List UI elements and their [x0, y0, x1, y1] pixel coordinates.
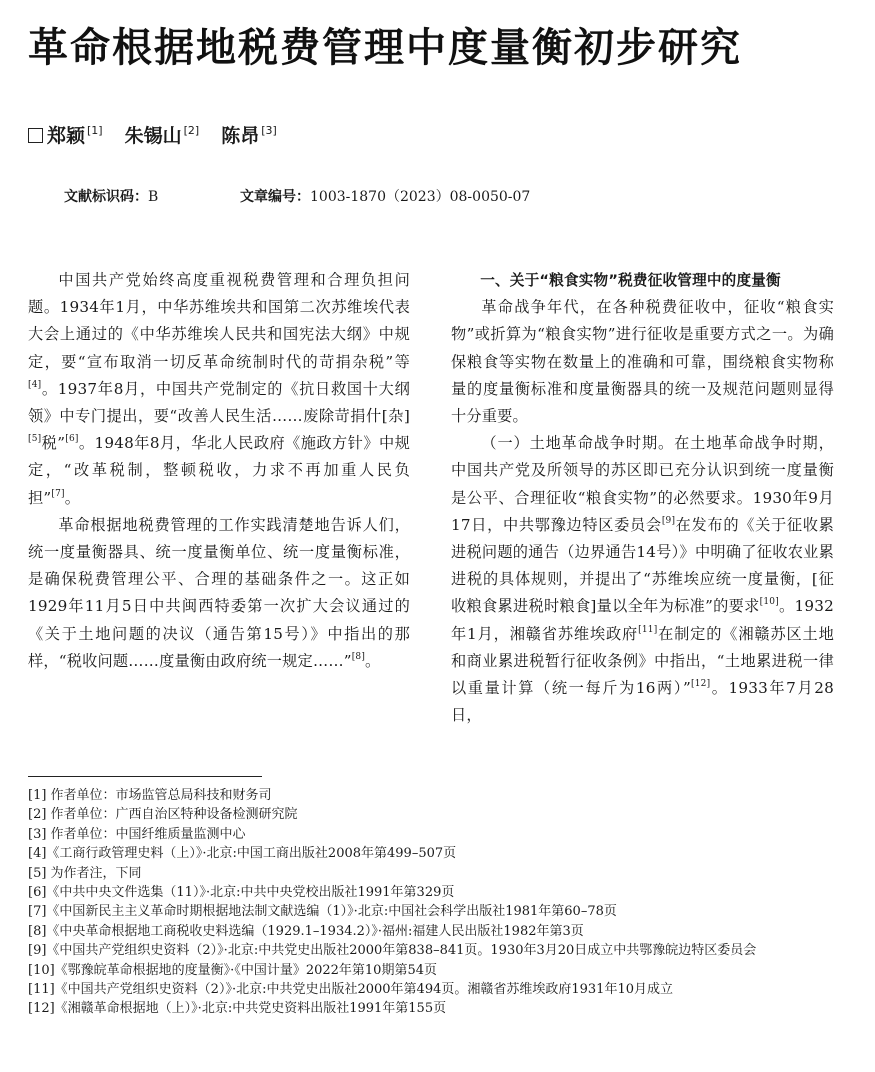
section-heading: 一、关于“粮食实物”税费征收管理中的度量衡 — [480, 272, 781, 289]
author-name: 朱锡山 — [124, 125, 182, 147]
author-ref: [2] — [183, 124, 200, 137]
text-run: 。 — [64, 488, 81, 507]
text-run: 中国共产党始终高度重视税费管理和合理负担问题。1934年1月，中华苏维埃共和国第二次苏维埃代表大会上通过的《中华苏维埃人民共和国宪法大纲》中规定，要“宣布取消一切反革命统制时代的苛捐杂税”等 — [28, 271, 410, 371]
footnote: [6]《中共中央文件选集（11）》·北京:中共中央党校出版社1991年第329页 — [28, 885, 455, 901]
footnote: [8]《中央革命根据地工商税收史料选编（1929.1–1934.2）》·福州:福建人民出版社1982年第3页 — [28, 923, 584, 939]
citation-ref[interactable]: [8] — [351, 651, 366, 662]
text-run: 。1937年8月，中国共产党制定的《抗日救国十大纲领》中专门提出，要“改善人民生活……废除苛捐什[杂] — [28, 379, 410, 426]
author-name: 陈昂 — [221, 125, 260, 147]
citation-ref[interactable]: [11] — [638, 624, 658, 635]
citation-ref[interactable]: [6] — [65, 434, 79, 445]
text-run: 。1933年7月28日， — [451, 679, 834, 725]
paragraph: 革命战争年代，在各种税费征收中，征收“粮食实物”或折算为“粮食实物”进行征收是重要方式之一。为确保粮食等实物在数量上的准确和可靠，围绕粮食实物称量的度量衡标准和度量衡器具的统一及规范问题则显得十分重要。 — [451, 298, 834, 426]
body-column-left — [28, 267, 410, 675]
citation-ref[interactable]: [12] — [691, 679, 711, 690]
article-number — [240, 186, 530, 208]
footnote: [7]《中国新民主主义革命时期根据地法制文献选编（1）》·北京:中国社会科学出版社1981年第60–78页 — [28, 904, 617, 920]
footnote: [10]《鄂豫皖革命根据地的度量衡》·《中国计量》2022年第10期第54页 — [28, 962, 437, 978]
document-code-label: 文献标识码： — [64, 189, 148, 205]
square-bullet-icon — [28, 128, 43, 143]
author-ref: [1] — [87, 124, 103, 137]
paragraph — [28, 267, 410, 512]
text-run: 。 — [365, 651, 381, 670]
paragraph — [451, 430, 834, 729]
citation-ref[interactable]: [5] — [28, 434, 42, 445]
article-title: 革命根据地税费管理中度量衡初步研究 — [28, 25, 742, 71]
text-run: 。1932年1月，湘赣省苏维埃政府 — [451, 597, 835, 643]
author-ref: [3] — [261, 124, 277, 137]
footnote: [12]《湘赣革命根据地（上）》·北京:中共党史资料出版社1991年第155页 — [28, 1001, 447, 1017]
paragraph — [28, 512, 410, 675]
document-code-value: B — [148, 189, 159, 205]
citation-ref[interactable]: [4] — [28, 379, 42, 390]
footnote: [3] 作者单位：中国纤维质量监测中心 — [28, 826, 246, 842]
text-run: 在制定的《湘赣苏区土地和商业累进税暂行征收条例》中指出，“土地累进税一律以重量计算（统一每斤为16两）” — [451, 624, 834, 698]
footnote-divider — [28, 776, 262, 777]
text-run: 在发布的《关于征收累进税问题的通告（边界通告14号）》中明确了征收农业累进税的具体规则，并提出了“苏维埃应统一度量衡，[征收粮食累进税时粮食]量以全年为标准”的要求 — [451, 515, 834, 616]
footnotes — [28, 786, 828, 1019]
subsection-heading: （一）土地革命战争时期。 — [481, 434, 675, 453]
text-run: 革命根据地税费管理的工作实践清楚地告诉人们，统一度量衡器具、统一度量衡单位、统一度量衡标准，是确保税费管理公平、合理的基础条件之一。这正如1929年11月5日中共闽西特委第一次扩大会议通过的《关于土地问题的决议（通告第15号）》中指出的那样，“税收问题……度量衡由政府统一规定……” — [28, 515, 410, 670]
footnote: [11]《中国共产党组织史资料（2）》·北京:中共党史出版社2000年第494页。湘赣省苏维埃政府1931年10月成立 — [28, 982, 673, 998]
citation-ref[interactable]: [9] — [661, 515, 676, 526]
citation-ref[interactable]: [10] — [759, 597, 779, 608]
citation-ref[interactable]: [7] — [51, 488, 65, 499]
article-number-value: 1003-1870（2023）08-0050-07 — [310, 189, 531, 205]
footnote: [4]《工商行政管理史料（上）》·北京:中国工商出版社2008年第499–507页 — [28, 846, 457, 862]
text-run: 。1948年8月，华北人民政府《施政方针》中规定，“改革税制，整顿税收，力求不再加重人民负担” — [28, 434, 410, 507]
document-code — [64, 186, 158, 208]
text-run: 在土地革命战争时期，中国共产党及所领导的苏区即已充分认识到统一度量衡是公平、合理征收“粮食实物”的必然要求。1930年9月17日，中共鄂豫边特区委员会 — [451, 434, 835, 534]
footnote: [9]《中国共产党组织史资料（2）》·北京:中共党史出版社2000年第838–841页。1930年3月20日成立中共鄂豫皖边特区委员会 — [28, 943, 757, 959]
body-column-right — [451, 267, 834, 729]
footnote: [2] 作者单位：广西自治区特种设备检测研究院 — [28, 807, 298, 823]
author-line — [28, 118, 299, 149]
article-number-label: 文章编号： — [240, 189, 310, 205]
author-name: 郑颖 — [47, 125, 86, 147]
footnote: [1] 作者单位：市场监管总局科技和财务司 — [28, 788, 272, 803]
footnote: [5] 为作者注，下同 — [28, 865, 142, 881]
text-run: 税” — [41, 434, 66, 453]
